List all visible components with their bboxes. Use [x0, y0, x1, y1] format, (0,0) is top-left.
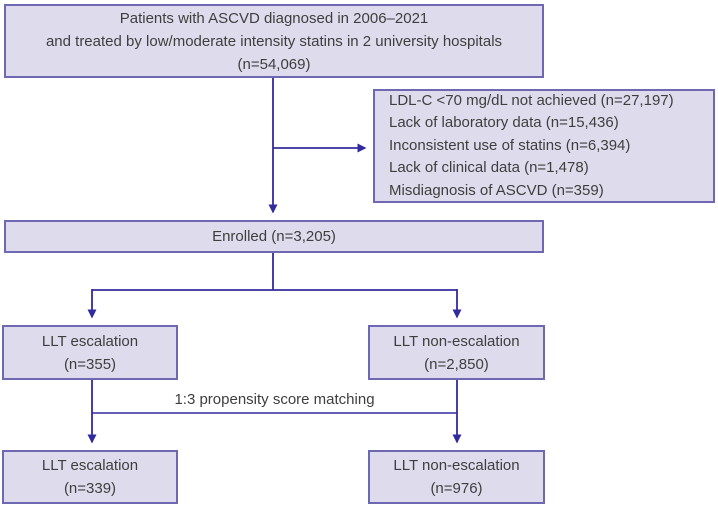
matched-llt-non-escalation-label: LLT non-escalation	[393, 457, 520, 474]
llt-non-escalation-count: (n=2,850)	[424, 355, 489, 373]
matched-llt-escalation-label: LLT escalation	[41, 457, 139, 474]
llt-escalation-count: (n=355)	[63, 355, 117, 373]
llt-escalation-label: LLT escalation	[41, 332, 139, 350]
box-matched-llt-escalation	[2, 450, 178, 504]
box-enrolled	[4, 220, 544, 253]
exclusion-item: Inconsistent use of statins (n=6,394)	[389, 136, 631, 154]
source-population-line1: Patients with ASCVD diagnosed in 2006–2021	[119, 9, 429, 27]
box-matched-llt-non-escalation	[368, 450, 545, 504]
exclusion-item: Lack of laboratory data (n=15,436)	[389, 114, 619, 132]
propensity-matching-label: 1:3 propensity score matching	[174, 391, 375, 408]
enrolled-label: Enrolled (n=3,205)	[212, 228, 336, 245]
source-population-count: (n=54,069)	[237, 55, 311, 73]
exclusion-item: Lack of clinical data (n=1,478)	[389, 159, 589, 177]
matched-llt-escalation-count: (n=339)	[63, 480, 117, 497]
exclusion-item: Misdiagnosis of ASCVD (n=359)	[389, 181, 604, 199]
exclusion-item: LDL-C <70 mg/dL not achieved (n=27,197)	[389, 91, 674, 109]
matched-llt-non-escalation-count: (n=976)	[430, 480, 483, 497]
box-llt-non-escalation	[368, 325, 545, 380]
box-llt-escalation	[2, 325, 178, 380]
box-source-population	[4, 4, 544, 78]
source-population-line2: and treated by low/moderate intensity statins in 2 university hospitals	[45, 32, 503, 50]
box-exclusions	[373, 89, 715, 203]
llt-non-escalation-label: LLT non-escalation	[393, 332, 520, 350]
